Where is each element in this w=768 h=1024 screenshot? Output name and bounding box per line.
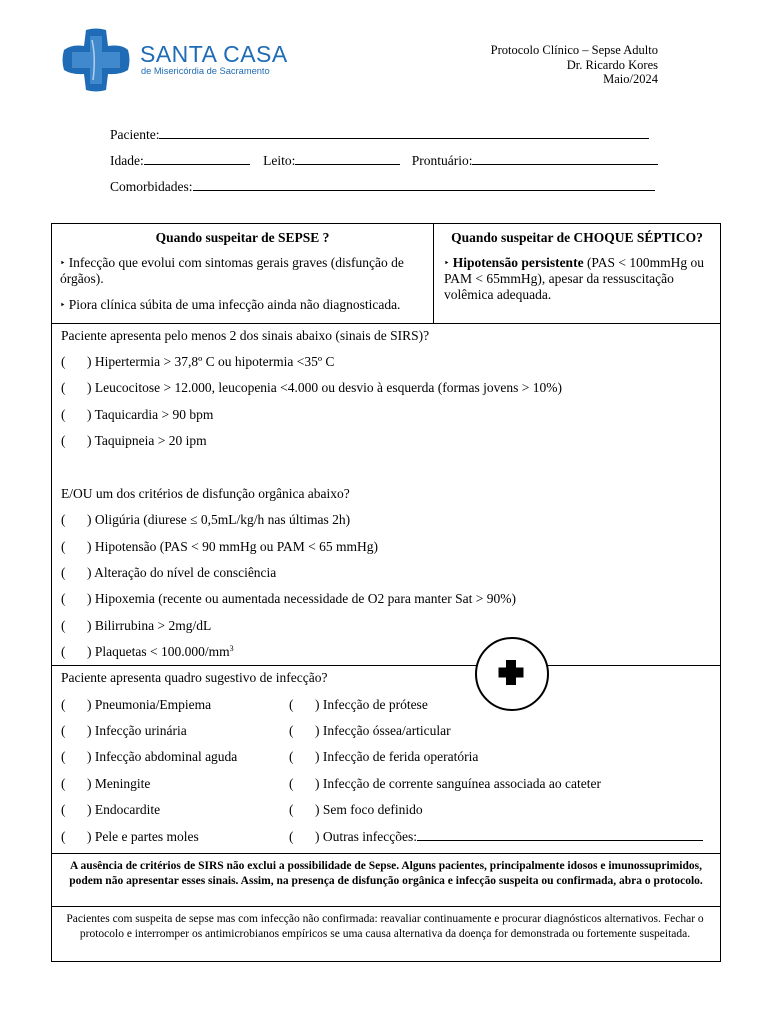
checkbox-open[interactable]: ( bbox=[289, 802, 294, 817]
sirs-warning: A ausência de critérios de SIRS não exclui a possibilidade de Sepse. Alguns pacientes, principalmente idosos e imunossuprimidos, podem não apresentar esses sinais. Assim, na presença de disfunção orgânica e infecção suspeita ou confirmada, abra o protocolo. bbox=[69, 860, 703, 887]
checkbox-open[interactable]: ( bbox=[289, 776, 294, 791]
infection-checkbox-item[interactable] bbox=[61, 697, 211, 713]
sirs-item-text: ) Leucocitose > 12.000, leucopenia <4.000 ou desvio à esquerda (formas jovens > 10%) bbox=[87, 380, 562, 395]
checkbox-open[interactable]: ( bbox=[61, 776, 66, 791]
infection-checkbox-item[interactable] bbox=[289, 697, 428, 713]
infection-checkbox-item[interactable] bbox=[61, 723, 187, 739]
record-line[interactable] bbox=[472, 153, 658, 165]
row-divider bbox=[52, 853, 720, 854]
infection-item-text: ) Infecção óssea/articular bbox=[315, 723, 451, 738]
bullet-icon: ‣ bbox=[60, 258, 66, 268]
checkbox-open[interactable]: ( bbox=[61, 802, 66, 817]
sirs-checkbox-item[interactable] bbox=[61, 407, 213, 423]
organ-item-text: ) Oligúria (diurese ≤ 0,5mL/kg/h nas últimas 2h) bbox=[87, 512, 351, 527]
infection-checkbox-item[interactable] bbox=[289, 749, 478, 765]
document-header bbox=[491, 43, 658, 87]
protocol-title: Protocolo Clínico – Sepse Adulto bbox=[490, 43, 658, 57]
infection-item-text: ) Outras infecções: bbox=[315, 829, 417, 844]
choque-bold: Hipotensão persistente bbox=[452, 255, 584, 270]
sepse-item-2-text: Piora clínica súbita de uma infecção ainda não diagnosticada. bbox=[68, 297, 401, 312]
choque-detail: (PAS < 100mmHg ou PAM < 65mmHg), apesar da ressuscitação volêmica adequada. bbox=[444, 255, 704, 302]
sepse-title: Quando suspeitar de SEPSE ? bbox=[155, 230, 330, 245]
choque-text bbox=[444, 255, 714, 303]
patient-name-line[interactable] bbox=[159, 127, 649, 139]
infection-checkbox-item[interactable] bbox=[289, 802, 423, 818]
infection-item-text: ) Infecção de corrente sanguínea associada ao cateter bbox=[315, 776, 601, 791]
bullet-icon: ‣ bbox=[444, 258, 450, 268]
checkbox-open[interactable]: ( bbox=[61, 591, 66, 606]
medical-cross-icon bbox=[475, 637, 549, 711]
infection-checkbox-item[interactable] bbox=[61, 776, 150, 792]
infection-item-text: ) Infecção abdominal aguda bbox=[87, 749, 238, 764]
patient-name-field[interactable] bbox=[110, 127, 649, 143]
organ-checkbox-item[interactable] bbox=[61, 539, 378, 555]
organ-checkbox-item[interactable] bbox=[61, 644, 234, 660]
checkbox-open[interactable]: ( bbox=[61, 407, 66, 422]
organ-item-text: ) Hipoxemia (recente ou aumentada necessidade de O2 para manter Sat > 90%) bbox=[87, 591, 516, 606]
checkbox-open[interactable]: ( bbox=[61, 829, 66, 844]
superscript: 3 bbox=[229, 644, 234, 653]
infection-item-text: ) Pneumonia/Empiema bbox=[87, 697, 212, 712]
organ-checkbox-item[interactable] bbox=[61, 512, 350, 528]
organ-item-text: ) Bilirrubina > 2mg/dL bbox=[87, 618, 212, 633]
checkbox-open[interactable]: ( bbox=[61, 697, 66, 712]
organ-item-text: ) Hipotensão (PAS < 90 mmHg ou PAM < 65 mmHg) bbox=[87, 539, 379, 554]
comorbidities-label: Comorbidades: bbox=[110, 179, 193, 194]
infection-item-text: ) Sem foco definido bbox=[315, 802, 423, 817]
checkbox-open[interactable]: ( bbox=[61, 433, 66, 448]
organ-checkbox-item[interactable] bbox=[61, 618, 211, 634]
checkbox-open[interactable]: ( bbox=[289, 723, 294, 738]
patient-name-label: Paciente: bbox=[110, 127, 160, 142]
sepse-item-1 bbox=[60, 255, 428, 287]
checkbox-open[interactable]: ( bbox=[289, 829, 294, 844]
comorbidities-field[interactable] bbox=[110, 179, 655, 195]
checkbox-open[interactable]: ( bbox=[61, 354, 66, 369]
other-infections-line[interactable] bbox=[417, 829, 703, 841]
infection-checkbox-item[interactable] bbox=[289, 829, 703, 845]
infection-item-text: ) Infecção urinária bbox=[87, 723, 187, 738]
organ-question: E/OU um dos critérios de disfunção orgânica abaixo? bbox=[61, 486, 350, 501]
checkbox-open[interactable]: ( bbox=[61, 618, 66, 633]
date: Maio/2024 bbox=[603, 72, 658, 86]
checkbox-open[interactable]: ( bbox=[61, 749, 66, 764]
checkbox-open[interactable]: ( bbox=[289, 697, 294, 712]
organ-item-text: ) Alteração do nível de consciência bbox=[87, 565, 277, 580]
logo-name: SANTA CASA bbox=[140, 41, 288, 67]
infection-item-text: ) Pele e partes moles bbox=[87, 829, 199, 844]
age-label: Idade: bbox=[110, 153, 144, 168]
organ-checkbox-item[interactable] bbox=[61, 565, 276, 581]
sirs-item-text: ) Taquicardia > 90 bpm bbox=[87, 407, 214, 422]
sirs-question: Paciente apresenta pelo menos 2 dos sinais abaixo (sinais de SIRS)? bbox=[61, 328, 430, 343]
checkbox-open[interactable]: ( bbox=[61, 512, 66, 527]
infection-question: Paciente apresenta quadro sugestivo de infecção? bbox=[61, 670, 328, 685]
patient-info-row bbox=[110, 153, 658, 169]
infection-item-text: ) Infecção de prótese bbox=[315, 697, 428, 712]
row-divider bbox=[52, 323, 720, 324]
checkbox-open[interactable]: ( bbox=[61, 644, 66, 659]
row-divider bbox=[52, 665, 720, 666]
choque-title: Quando suspeitar de CHOQUE SÉPTICO? bbox=[451, 230, 703, 245]
record-label: Prontuário: bbox=[411, 153, 473, 168]
checkbox-open[interactable]: ( bbox=[61, 539, 66, 554]
sepse-item-1-text: Infecção que evolui com sintomas gerais graves (disfunção de órgãos). bbox=[60, 255, 404, 286]
row-divider bbox=[52, 906, 720, 907]
checkbox-open[interactable]: ( bbox=[61, 723, 66, 738]
infection-item-text: ) Endocardite bbox=[87, 802, 161, 817]
logo-subtitle: de Misericórdia de Sacramento bbox=[141, 66, 270, 76]
infection-checkbox-item[interactable] bbox=[61, 802, 160, 818]
sirs-checkbox-item[interactable] bbox=[61, 354, 334, 370]
organ-item-text: ) Plaquetas < 100.000/mm bbox=[87, 644, 230, 659]
checkbox-open[interactable]: ( bbox=[289, 749, 294, 764]
sirs-checkbox-item[interactable] bbox=[61, 433, 207, 449]
sirs-item-text: ) Taquipneia > 20 ipm bbox=[87, 433, 207, 448]
bed-label: Leito: bbox=[263, 153, 296, 168]
age-line[interactable] bbox=[144, 153, 250, 165]
sirs-checkbox-item[interactable] bbox=[61, 380, 562, 396]
infection-checkbox-item[interactable] bbox=[289, 776, 601, 792]
infection-item-text: ) Meningite bbox=[87, 776, 151, 791]
infection-checkbox-item[interactable] bbox=[61, 829, 199, 845]
sepse-item-2 bbox=[60, 297, 428, 313]
santa-casa-logo-icon bbox=[62, 28, 130, 92]
sirs-item-text: ) Hipertermia > 37,8º C ou hipotermia <35º C bbox=[87, 354, 335, 369]
checkbox-open[interactable]: ( bbox=[61, 565, 66, 580]
infection-checkbox-item[interactable] bbox=[61, 749, 237, 765]
infection-item-text: ) Infecção de ferida operatória bbox=[315, 749, 479, 764]
bed-line[interactable] bbox=[295, 153, 400, 165]
comorbidities-line[interactable] bbox=[193, 179, 655, 191]
unconfirmed-infection-note: Pacientes com suspeita de sepse mas com infecção não confirmada: reavaliar continuamente e procurar diagnósticos alternativos. Fechar o protocolo e interromper os antimicrobianos empíricos se uma causa alternativa da doença for demonstrada ou fortemente suspeitada. bbox=[66, 913, 704, 940]
bullet-icon: ‣ bbox=[60, 300, 66, 310]
author: Dr. Ricardo Kores bbox=[566, 57, 658, 72]
infection-checkbox-item[interactable] bbox=[289, 723, 451, 739]
organ-checkbox-item[interactable] bbox=[61, 591, 516, 607]
checkbox-open[interactable]: ( bbox=[61, 380, 66, 395]
